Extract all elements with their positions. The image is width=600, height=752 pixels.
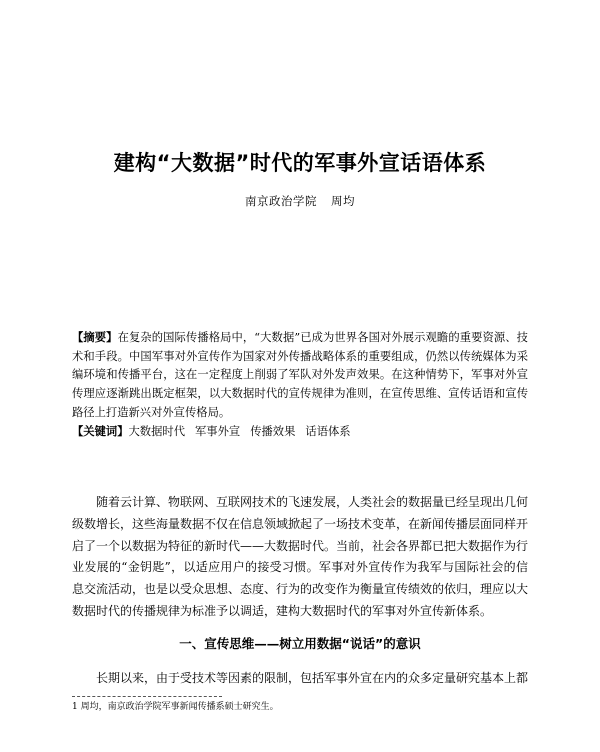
keyword: 军事外宣 (195, 425, 241, 438)
footnote-divider (72, 696, 222, 697)
keyword: 大数据时代 (128, 425, 185, 438)
section-paragraph: 长期以来，由于受技术等因素的限制，包括军事外宣在内的众多定量研究基本上都 (96, 671, 528, 685)
keywords-label: 【关键词】 (72, 424, 129, 438)
author-name: 周均 (331, 194, 355, 208)
keyword: 传播效果 (250, 425, 296, 438)
author-line (0, 193, 600, 209)
keyword: 话语体系 (305, 425, 351, 438)
intro-paragraph: 随着云计算、物联网、互联网技术的飞速发展，人类社会的数据量已经呈现出几何级数增长，这些海量数据不仅在信息领域掀起了一场技术变革，在新闻传播层面同样开启了一个以数据为特征的新时代——大数据时代。当前，社会各界都已把大数据作为行业发展的“金钥匙”，以适应用户的接受习惯。军事对外宣传作为我军与国际社会的信息交流活动，也是以受众思想、态度、行为的改变作为衡量宣传绩效的依归，理应以大数据时代的传播规律为标准予以调适，建构大数据时代的军事对外宣传新体系。 (72, 495, 529, 618)
footnote: 1 周均，南京政治学院军事新闻传播系硕士研究生。 (72, 702, 279, 712)
abstract (72, 328, 528, 423)
abstract-label: 【摘要】 (72, 330, 118, 344)
author-affiliation: 南京政治学院 (245, 194, 317, 208)
section-heading: 一、宣传思维——树立用数据“说话”的意识 (179, 636, 421, 651)
keywords (72, 422, 528, 441)
paper-title: 建构“大数据”时代的军事外宣话语体系 (113, 151, 487, 175)
abstract-text: 在复杂的国际传播格局中，“大数据”已成为世界各国对外展示观瞻的重要资源、技术和手段。中国军事对外宣传作为国家对外传播战略体系的重要组成，仍然以传统媒体为采编环境和传播平台，这在一定程度上削弱了军队对外发声效果。在这种情势下，军事对外宣传理应逐渐跳出既定框架，以大数据时代的宣传规律为准则，在宣传思维、宣传话语和宣传路径上打造新兴对外宣传格局。 (72, 331, 528, 419)
